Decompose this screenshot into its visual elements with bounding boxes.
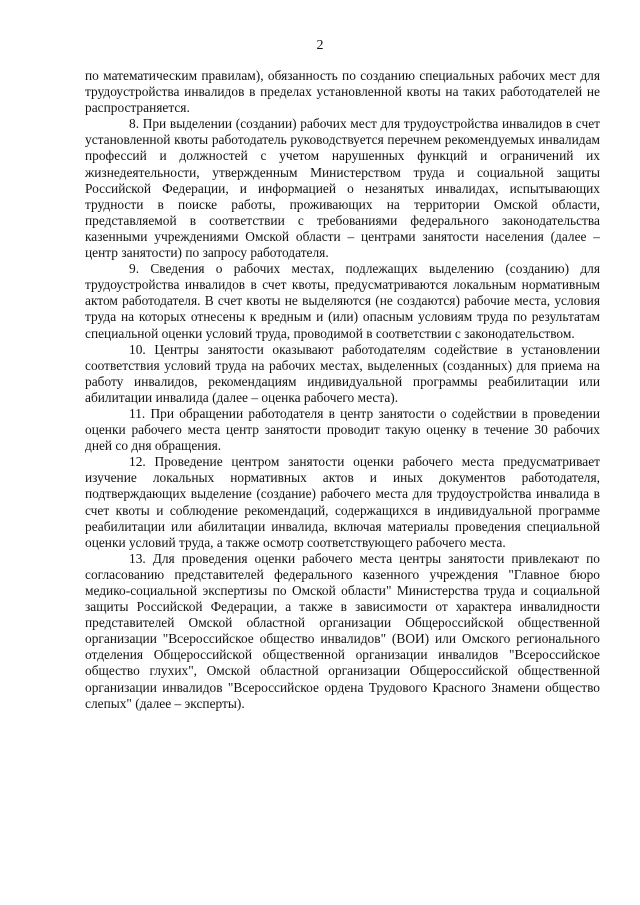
paragraph-12: 12. Проведение центром занятости оценки рабочего места предусматривает изучение локальных нормативных актов и иных документов работодателя, подтверждающих выделение (создание) рабочего места для трудоустройства инвалида в счет квоты и соблюдение рекомендаций, содержащихся в индивидуальной программе реабилитации или абилитации инвалида, включая материалы проведения специальной оценки условий труда, а также осмотр соответствующего рабочего места. (85, 454, 600, 550)
paragraph-8: 8. При выделении (создании) рабочих мест для трудоустройства инвалидов в счет установленной квоты работодатель руководствуется перечнем рекомендуемых инвалидам профессий и должностей с учетом нарушенных функций и ограничений их жизнедеятельности, утвержденным Министерством труда и социальной защиты Российской Федерации, и информацией о незанятых инвалидах, испытывающих трудности в поиске работы, проживающих на территории Омской области, представляемой в соответствии с требованиями федерального законодательства казенными учреждениями Омской области – центрами занятости населения (далее – центр занятости) по запросу работодателя. (85, 116, 600, 261)
paragraph-10: 10. Центры занятости оказывают работодателям содействие в установлении соответствия условий труда на рабочих местах, выделенных (созданных) для приема на работу инвалидов, рекомендациям индивидуальной программы реабилитации или абилитации инвалида (далее – оценка рабочего места). (85, 341, 600, 405)
paragraph-13: 13. Для проведения оценки рабочего места центры занятости привлекают по согласованию представителей федерального казенного учреждения "Главное бюро медико-социальной экспертизы по Омской области" Министерства труда и социальной защиты Российской Федерации, а также в зависимости от характера инвалидности представителей Омской областной организации Общероссийской общественной организации "Всероссийское общество инвалидов" (ВОИ) или Омского регионального отделения Общероссийской общественной организации инвалидов "Всероссийское общество глухих", Омской областной организации Общероссийской общественной организации инвалидов "Всероссийское ордена Трудового Красного Знамени общество слепых" (далее – эксперты). (85, 550, 600, 711)
document-body (85, 68, 600, 712)
page-number: 2 (316, 38, 324, 53)
paragraph-continuation: по математическим правилам), обязанность по созданию специальных рабочих мест для трудоустройства инвалидов в пределах установленной квоты на таких работодателей не распространяется. (85, 68, 600, 116)
paragraph-9: 9. Сведения о рабочих местах, подлежащих выделению (созданию) для трудоустройства инвалидов в счет квоты, предусматриваются локальным нормативным актом работодателя. В счет квоты не выделяются (не создаются) рабочие места, условия труда на которых отнесены к вредным и (или) опасным условиям труда по результатам специальной оценки условий труда, проводимой в соответствии с законодательством. (85, 261, 600, 341)
paragraph-11: 11. При обращении работодателя в центр занятости о содействии в проведении оценки рабочего места центр занятости проводит такую оценку в течение 30 рабочих дней со дня обращения. (85, 405, 600, 454)
